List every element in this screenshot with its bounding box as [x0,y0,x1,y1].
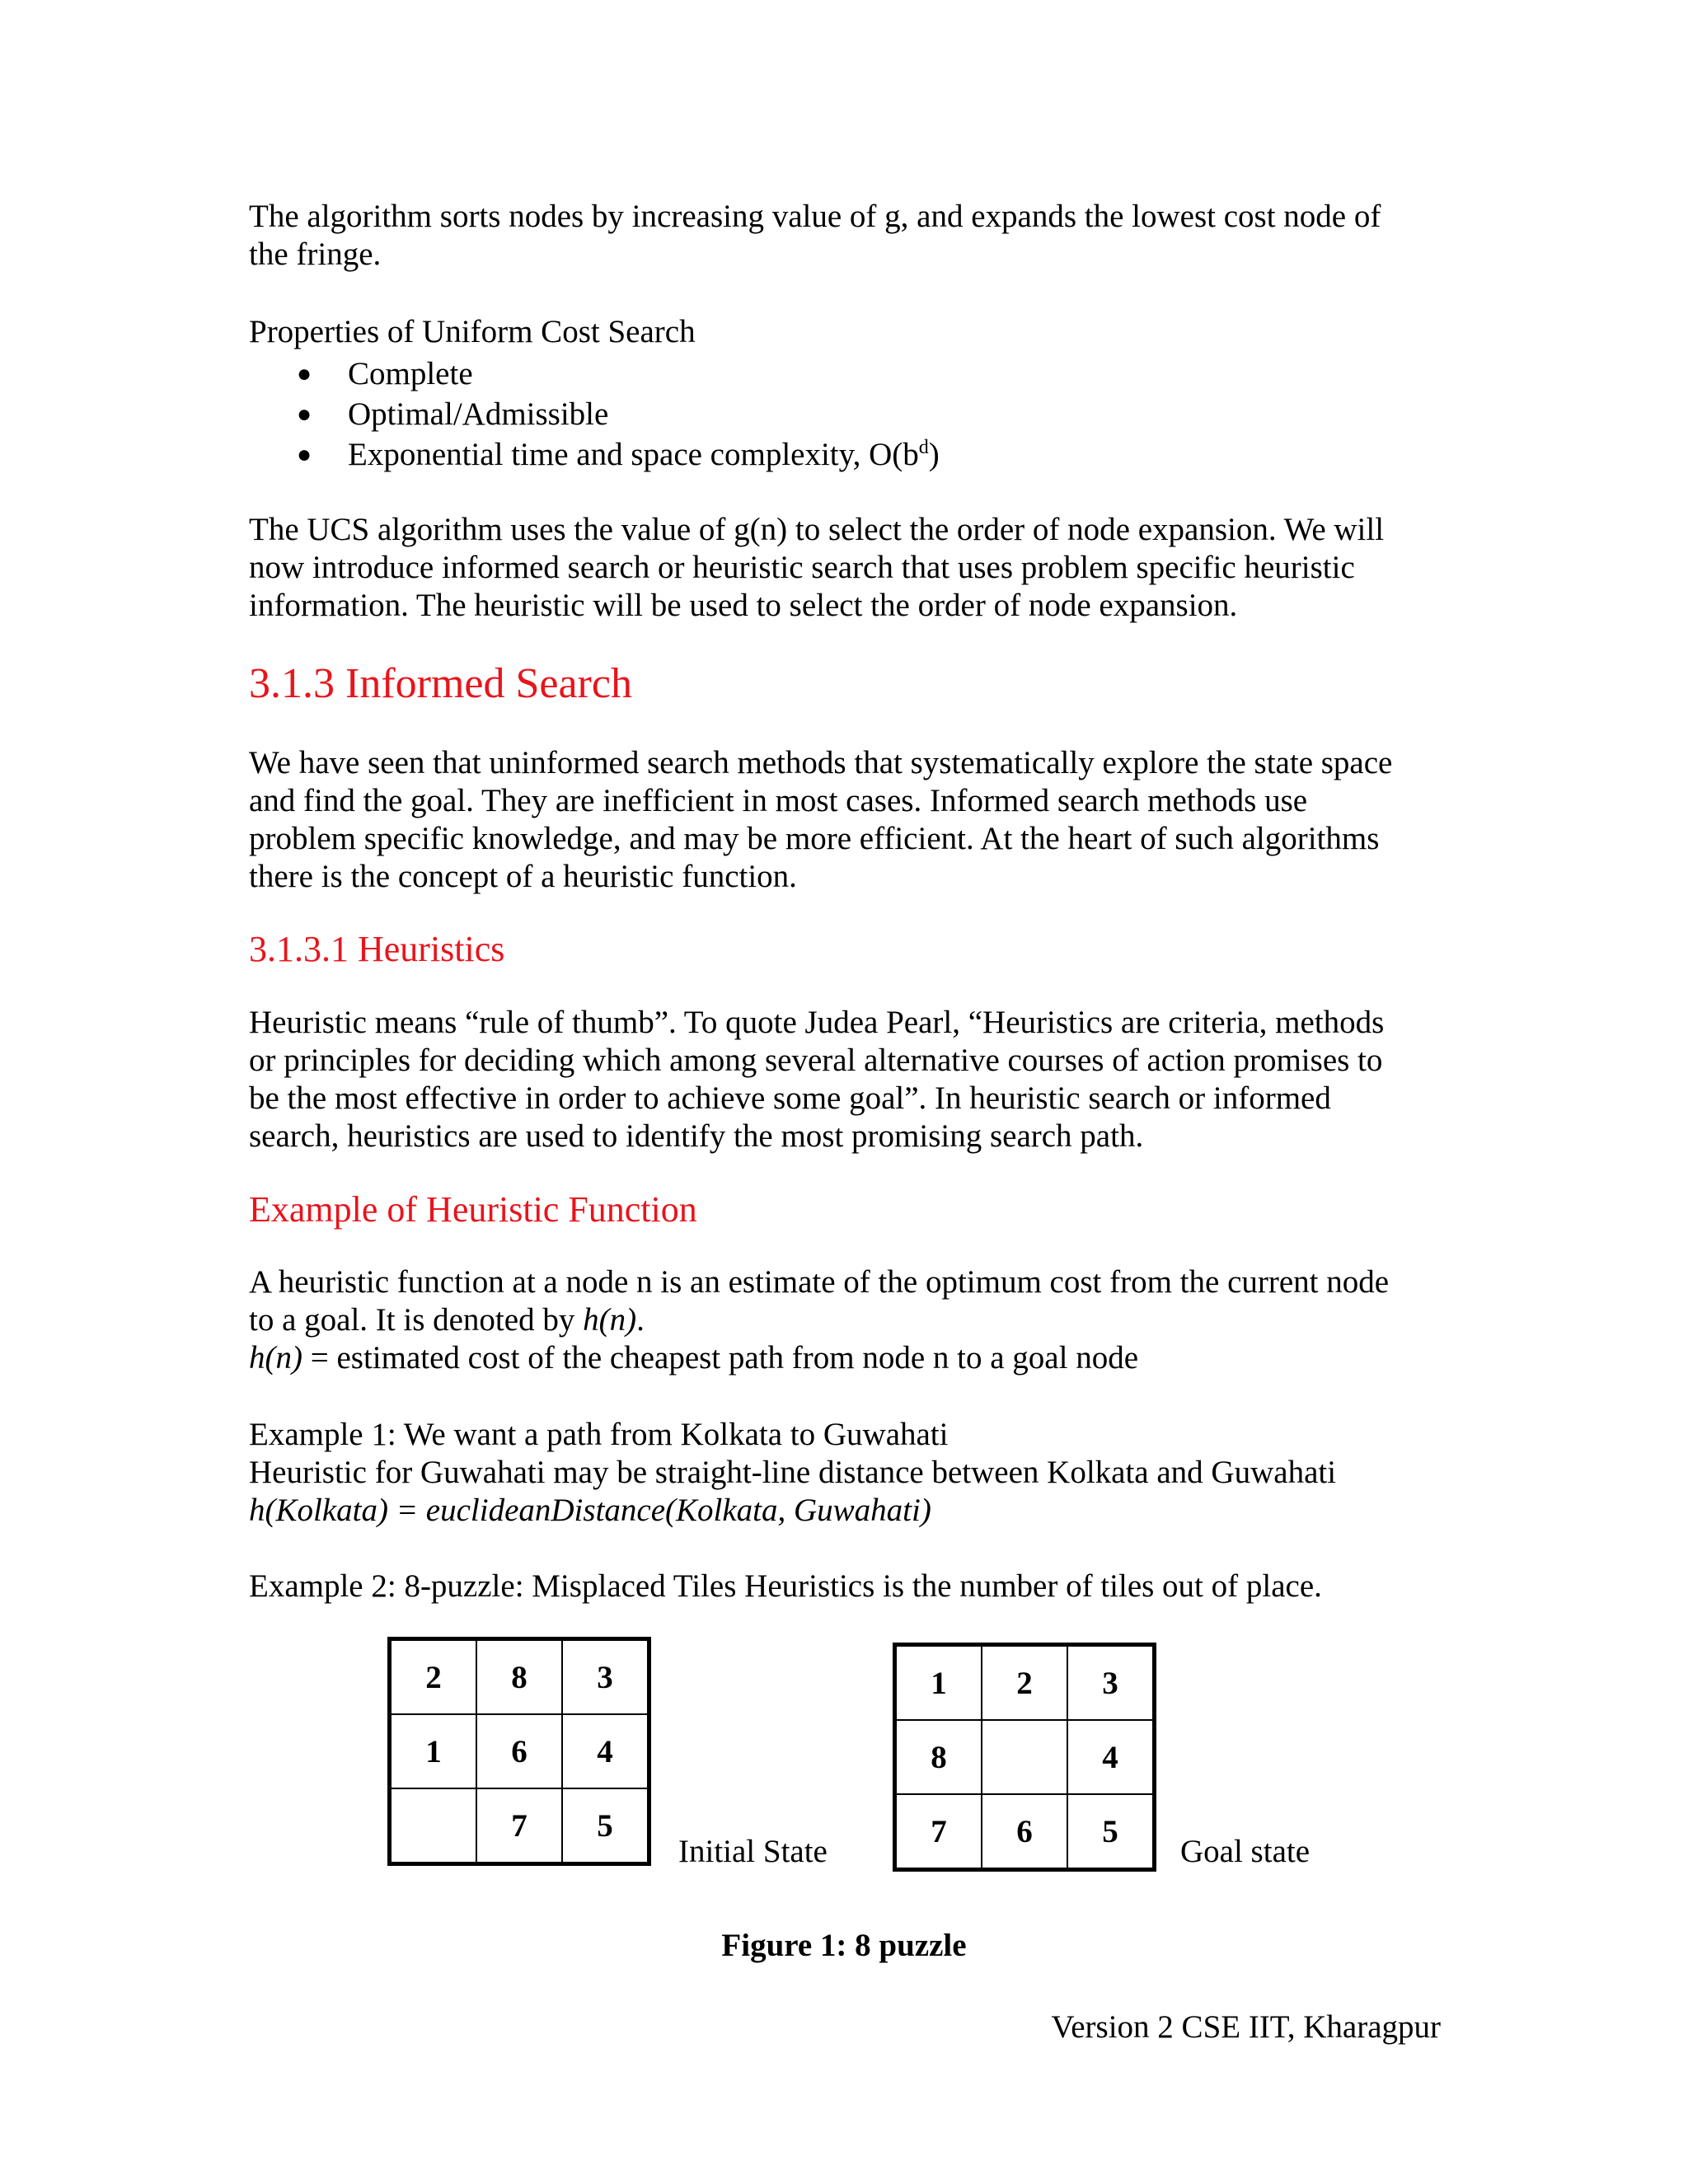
puzzle-tile: 3 [1067,1645,1155,1721]
list-item: ● Optimal/Admissible [249,394,940,434]
puzzle-tile: 8 [476,1639,562,1715]
ucs-paragraph-line: information. The heuristic will be used to select the order of node expansion. [249,588,1238,623]
example1-line-2: Heuristic for Guwahati may be straight-line distance between Kolkata and Guwahati [249,1455,1337,1490]
puzzle-tile: 5 [1067,1794,1155,1870]
puzzle-tile: 7 [476,1788,562,1864]
goal-state-grid [893,1643,1156,1872]
informed-paragraph-line: there is the concept of a heuristic function. [249,859,797,894]
informed-paragraph-line: We have seen that uninformed search methods that systematically explore the state space [249,745,1393,780]
informed-paragraph-line: problem specific knowledge, and may be more efficient. At the heart of such algorithms [249,821,1380,856]
puzzle-tile: 4 [1067,1720,1155,1794]
puzzle-tile: 3 [562,1639,649,1715]
puzzle-tile: 5 [562,1788,649,1864]
section-heading-heuristics: 3.1.3.1 Heuristics [249,929,505,969]
puzzle-tile: 7 [895,1794,982,1870]
puzzle-tile: 6 [982,1794,1067,1870]
puzzle-tile: 2 [390,1639,477,1715]
heuristics-paragraph-line: be the most effective in order to achieve some goal”. In heuristic search or informed [249,1080,1331,1116]
initial-state-label: Initial State [678,1834,828,1869]
bullet-icon: ● [297,401,312,428]
list-item: ● Complete [249,354,940,394]
informed-paragraph-line: and find the goal. They are inefficient in most cases. Informed search methods use [249,783,1308,818]
example1-line-1: Example 1: We want a path from Kolkata to Guwahati [249,1417,949,1452]
puzzle-tile [982,1720,1067,1794]
bullet-icon: ● [297,441,312,468]
section-heading-example: Example of Heuristic Function [249,1189,697,1230]
puzzle-tile: 2 [982,1645,1067,1721]
heuristics-paragraph-line: search, heuristics are used to identify the most promising search path. [249,1118,1144,1154]
complexity-exponent: d [918,437,929,458]
list-item: ● Exponential time and space complexity, $O(b^d)$ [249,434,940,475]
ucs-paragraph-line: now introduce informed search or heuristic search that uses problem specific heuristic [249,550,1355,585]
puzzle-tile: 1 [390,1714,477,1788]
example2-line: Example 2: 8-puzzle: Misplaced Tiles Heuristics is the number of tiles out of place. [249,1568,1322,1604]
example-def-line-1: A heuristic function at a node n is an estimate of the optimum cost from the current node [249,1264,1390,1300]
puzzle-tile [390,1788,477,1864]
puzzle-tile: 8 [895,1720,982,1794]
example-def-line-3: h(n) = estimated cost of the cheapest path from node n to a goal node [249,1340,1139,1376]
section-heading-informed-search: 3.1.3 Informed Search [249,660,632,707]
initial-state-grid [387,1637,651,1866]
intro-line-2: the fringe. [249,237,382,272]
example-def-line-2: to a goal. It is denoted by h(n). [249,1302,645,1338]
intro-line-1: The algorithm sorts nodes by increasing value of g, and expands the lowest cost node of [249,199,1381,234]
puzzle-tile: 1 [895,1645,982,1721]
page-footer: Version 2 CSE IIT, Kharagpur [1051,2009,1441,2045]
ucs-properties-list [249,354,940,475]
puzzle-tile: 4 [562,1714,649,1788]
bullet-icon: ● [297,360,312,387]
ucs-properties-title: Properties of Uniform Cost Search [249,314,696,349]
ucs-paragraph-line: The UCS algorithm uses the value of g(n) to select the order of node expansion. We will [249,512,1385,547]
example1-line-3: h(Kolkata) = euclideanDistance(Kolkata, Guwahati) [249,1493,931,1528]
figure-caption: Figure 1: 8 puzzle [721,1928,967,1963]
puzzle-tile: 6 [476,1714,562,1788]
heuristics-paragraph-line: Heuristic means “rule of thumb”. To quote Judea Pearl, “Heuristics are criteria, methods [249,1005,1385,1040]
heuristics-paragraph-line: or principles for deciding which among several alternative courses of action promises to [249,1043,1383,1078]
goal-state-label: Goal state [1180,1834,1311,1869]
